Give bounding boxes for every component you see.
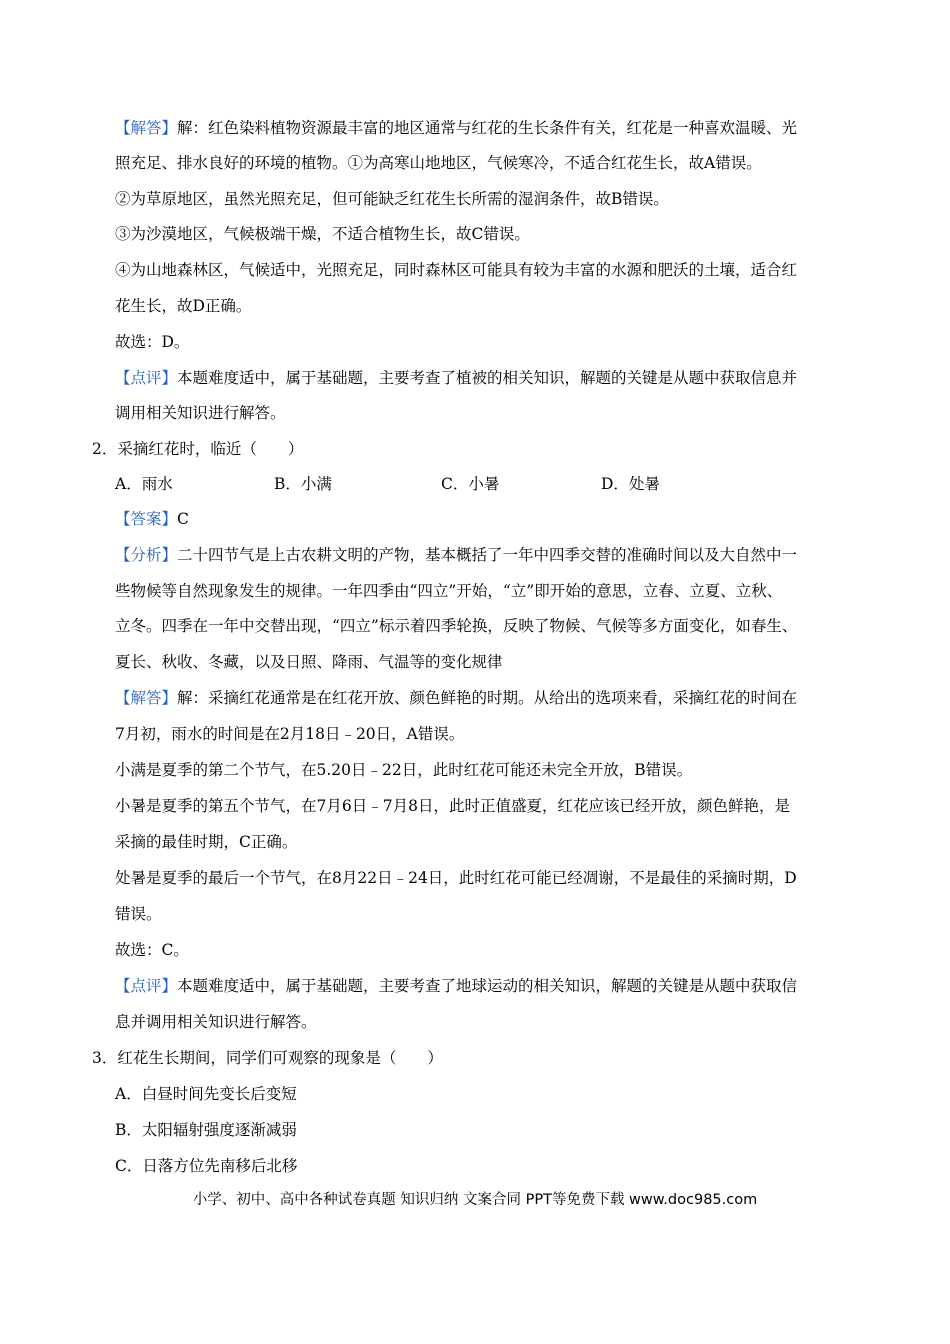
q2-answer-line-7: 错误。 bbox=[115, 905, 162, 923]
q2-comment-line-2: 息并调用相关知识进行解答。 bbox=[115, 1013, 317, 1031]
q2-answer-line-1: 【解答】解：采摘红花通常是在红花开放、颜色鲜艳的时期。从给出的选项来看，采摘红花的时间在 bbox=[115, 689, 798, 707]
q2-answer-line-6: 处暑是夏季的最后一个节气，在8月22日﹣24日，此时红花可能已经凋谢，不是最佳的采摘时期，D bbox=[115, 869, 797, 887]
q3-question: 3．红花生长期间，同学们可观察的现象是（ ） bbox=[92, 1049, 443, 1067]
q2-option-b: B．小满 bbox=[274, 475, 332, 493]
q1-answer-line-2: 照充足、排水良好的环境的植物。①为高寒山地地区，气候寒冷，不适合红花生长，故A错误。 bbox=[115, 154, 762, 172]
analysis-tag: 【分析】 bbox=[115, 546, 178, 564]
q2-analysis-line-4: 夏长、秋收、冬藏，以及日照、降雨、气温等的变化规律 bbox=[115, 653, 503, 671]
page-footer: 小学、初中、高中各种试卷真题 知识归纳 文案合同 PPT等免费下载 www.doc985.com bbox=[192, 1192, 758, 1208]
q2-comment-line-1: 【点评】本题难度适中，属于基础题，主要考查了地球运动的相关知识，解题的关键是从题中获取信 bbox=[115, 977, 798, 995]
q1-answer-line-5: ④为山地森林区，气候适中，光照充足，同时森林区可能具有较为丰富的水源和肥沃的土壤，适合红 bbox=[115, 261, 798, 279]
q2-answer-line-3: 小满是夏季的第二个节气，在5.20日﹣22日，此时红花可能还未完全开放，B错误。 bbox=[115, 761, 693, 779]
comment-tag: 【点评】 bbox=[115, 977, 178, 995]
q1-comment-line-1: 【点评】本题难度适中，属于基础题，主要考查了植被的相关知识，解题的关键是从题中获取信息并 bbox=[115, 369, 798, 387]
answer-tag: 【解答】 bbox=[115, 689, 178, 707]
answer-tag: 【解答】 bbox=[115, 119, 178, 137]
q1-answer-line-1: 【解答】解：红色染料植物资源最丰富的地区通常与红花的生长条件有关，红花是一种喜欢温暖、光 bbox=[115, 119, 798, 137]
q2-answer-line-2: 7月初，雨水的时间是在2月18日﹣20日，A错误。 bbox=[115, 725, 465, 743]
q2-answer-line-5: 采摘的最佳时期，C正确。 bbox=[115, 833, 298, 851]
q2-key: 【答案】C bbox=[115, 510, 189, 528]
q1-answer-line-4: ③为沙漠地区，气候极端干燥，不适合植物生长，故C错误。 bbox=[115, 225, 530, 243]
q2-analysis-line-3: 立冬。四季在一年中交替出现，“四立”标示着四季轮换，反映了物候、气候等多方面变化，如春生、 bbox=[115, 617, 798, 635]
q1-answer-line-3: ②为草原地区，虽然光照充足，但可能缺乏红花生长所需的湿润条件，故B错误。 bbox=[115, 190, 669, 208]
q2-option-d: D．处暑 bbox=[601, 475, 660, 493]
q2-option-a: A．雨水 bbox=[115, 475, 173, 493]
q3-option-a: A．白昼时间先变长后变短 bbox=[115, 1085, 297, 1103]
q2-question: 2．采摘红花时，临近（ ） bbox=[92, 440, 304, 458]
comment-tag: 【点评】 bbox=[115, 369, 178, 387]
key-tag: 【答案】 bbox=[115, 510, 178, 528]
q2-analysis-line-1: 【分析】二十四节气是上古农耕文明的产物，基本概括了一年中四季交替的准确时间以及大自然中一 bbox=[115, 546, 798, 564]
q2-answer-line-8: 故选：C。 bbox=[115, 941, 189, 959]
q2-answer-line-4: 小暑是夏季的第五个节气，在7月6日﹣7月8日，此时正值盛夏，红花应该已经开放，颜色鲜艳，是 bbox=[115, 797, 790, 815]
q2-options bbox=[115, 473, 815, 495]
q3-option-c: C．日落方位先南移后北移 bbox=[115, 1157, 298, 1175]
q1-answer-line-6: 花生长，故D正确。 bbox=[115, 297, 252, 315]
q1-comment-line-2: 调用相关知识进行解答。 bbox=[115, 404, 286, 422]
q1-answer-line-7: 故选：D。 bbox=[115, 333, 190, 351]
q2-option-c: C．小暑 bbox=[441, 475, 500, 493]
q3-option-b: B．太阳辐射强度逐渐减弱 bbox=[115, 1121, 297, 1139]
q2-analysis-line-2: 些物候等自然现象发生的规律。一年四季由“四立”开始，“立”即开始的意思，立春、立夏、立秋、 bbox=[115, 582, 783, 600]
